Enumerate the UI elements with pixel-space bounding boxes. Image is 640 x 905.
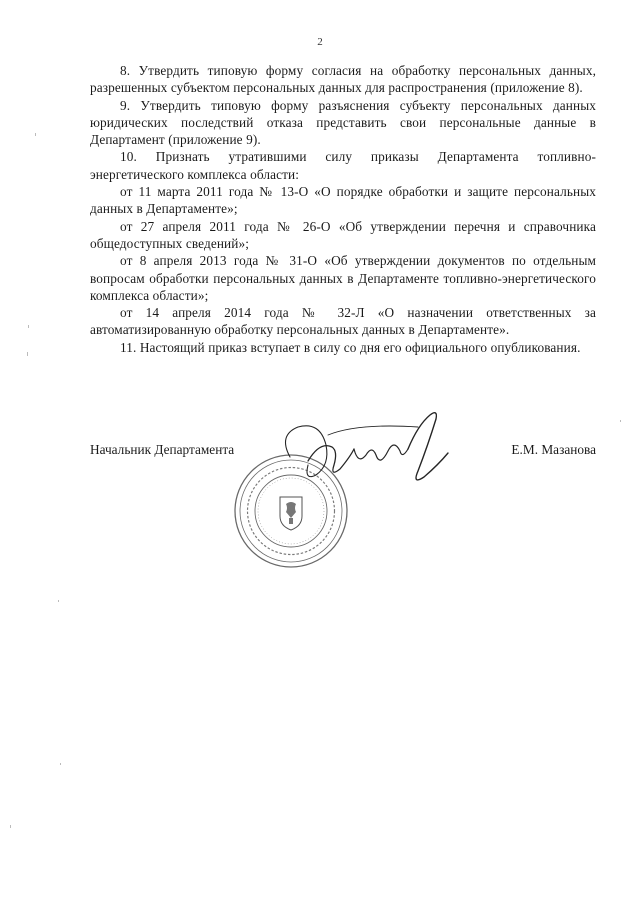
- repealed-order-3: от 8 апреля 2013 года № 31-О «Об утверждении документов по отдельным вопросам обработки персональных данных в Департаменте топливно-энергетического комплекса области»;: [90, 253, 596, 303]
- document-body: [90, 62, 596, 356]
- paragraph-item-8: 8. Утвердить типовую форму согласия на обработку персональных данных, разрешенных субъектом персональных данных для распространения (приложение 8).: [90, 63, 596, 96]
- page-number: 2: [317, 36, 323, 48]
- paragraph-item-10: 10. Признать утратившими силу приказы Департамента топливно-энергетического комплекса области:: [90, 149, 596, 182]
- repealed-order-4: от 14 апреля 2014 года № 32-Л «О назначении ответственных за автоматизированную обработку персональных данных в Департаменте».: [90, 305, 596, 338]
- handwritten-signature-icon: [268, 405, 468, 495]
- paragraph-item-9: 9. Утвердить типовую форму разъяснения субъекту персональных данных юридических последствий отказа представить свои персональные данные в Департамент (приложение 9).: [90, 97, 596, 148]
- repealed-order-1: от 11 марта 2011 года № 13-О «О порядке обработки и защите персональных данных в Департаменте»;: [90, 184, 596, 217]
- signatory-title: Начальник Департамента: [90, 442, 235, 457]
- paragraph-item-11: 11. Настоящий приказ вступает в силу со дня его официального опубликования.: [120, 339, 581, 355]
- signatory-name: Е.М. Мазанова: [511, 442, 596, 457]
- repealed-order-2: от 27 апреля 2011 года № 26-О «Об утверждении перечня и справочника общедоступных сведений»;: [90, 218, 596, 251]
